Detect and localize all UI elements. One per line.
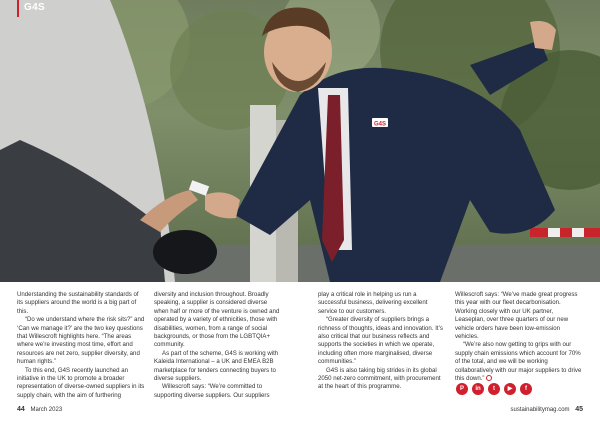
- article-column-2: [154, 291, 282, 400]
- footer-right: [511, 406, 584, 413]
- end-of-article-icon: [486, 375, 492, 381]
- article-column-1: [17, 291, 145, 400]
- header-accent-rule: [17, 0, 19, 17]
- footer-left: [17, 406, 62, 413]
- paragraph: play a critical role in helping us run a successful business, delivering excellent service to our customers.: [318, 291, 428, 315]
- brand-label: G4S: [24, 2, 45, 13]
- issue-date: March 2023: [30, 407, 63, 413]
- paragraph: G4S is also taking big strides in its global 2050 net-zero commitment, with procurement at the heart of this programme.: [318, 366, 441, 391]
- youtube-icon[interactable]: ▶: [504, 383, 516, 395]
- twitter-icon[interactable]: t: [488, 383, 500, 395]
- paragraph: As part of the scheme, G4S is working with Kaleida International – a UK and EMEA B2B marketplace for tenders connecting buyers to diverse suppliers.: [154, 349, 279, 383]
- paragraph: Willescroft says: “We’re committed to supporting diverse suppliers. Our suppliers: [154, 383, 270, 399]
- linkedin-icon[interactable]: in: [472, 383, 484, 395]
- article-column-4: [455, 291, 583, 383]
- facebook-icon[interactable]: f: [520, 383, 532, 395]
- paragraph: diversity and inclusion throughout. Broadly speaking, a supplier is considered diverse when half or more of the venture is owned and operated by a variety of ethnicities, those with disabilities, women, from a range of social backgrounds, or those from the LGBTQIA+ community.: [154, 291, 280, 349]
- paragraph: “Do we understand where the risk sits?” and ‘Can we manage it?’ are the two key questions that Willescroft highlights here. “The areas where we’re investing most time, effort and resources are net zero, supplier diversity, and human rights.”: [17, 316, 145, 366]
- paragraph: To this end, G4S recently launched an initiative in the UK to promote a broader representation of diverse-owned suppliers in its supply chain, with the aim of furthering: [17, 366, 145, 399]
- social-links: [456, 383, 532, 395]
- paragraph-text: “We’re also now getting to grips with our supply chain emissions which account for 70% of the total, and we will be working collaboratively with our major suppliers to drive this down.”: [455, 341, 582, 383]
- paragraph: “Greater diversity of suppliers brings a richness of thoughts, ideas and innovation. It’s also critical that our business reflects and supports the societies in which we operate, including often more marginalised, diverse communities.”: [318, 316, 443, 366]
- pinterest-icon[interactable]: P: [456, 383, 468, 395]
- paragraph: Willescroft says: “We’ve made great progress this year with our fleet decarbonisation. Working closely with our UK partner, Leaseplan, over three quarters of our new vehicle orders have been low-emission vehicles.: [455, 291, 578, 341]
- article-column-3: [318, 291, 446, 392]
- suit-badge-text: G4S: [373, 121, 387, 128]
- site-url[interactable]: sustainabilitymag.com: [510, 407, 570, 413]
- paragraph-last: [455, 341, 583, 383]
- page-number-left: 44: [17, 406, 25, 413]
- paragraph: Understanding the sustainability standards of its suppliers around the world is a big part of this.: [17, 291, 139, 315]
- page-number-right: 45: [575, 406, 583, 413]
